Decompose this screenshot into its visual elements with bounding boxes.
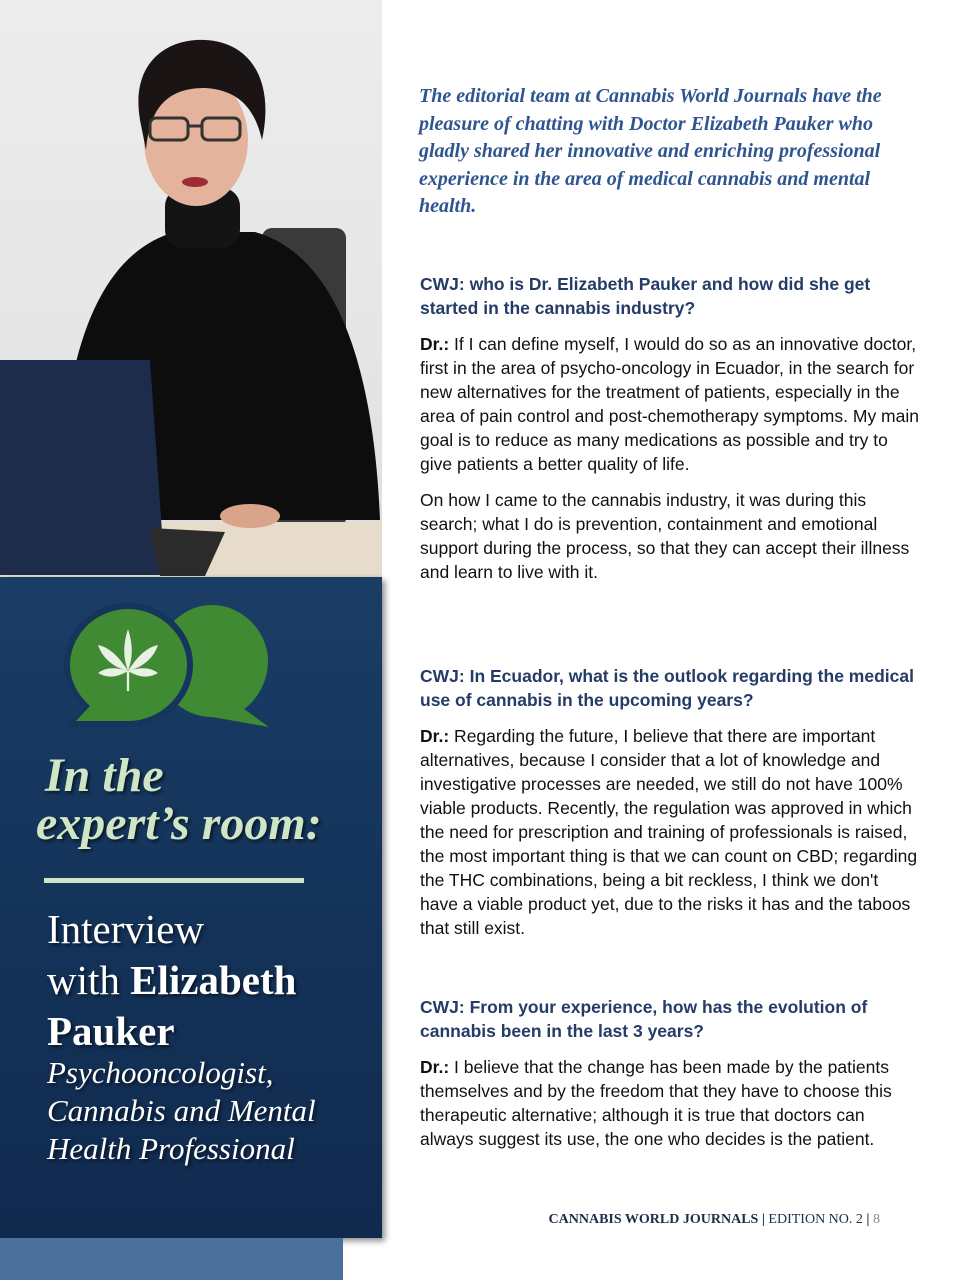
qa-block-3: [420, 995, 920, 1163]
footer-separator: |: [866, 1212, 870, 1227]
answer-label: Dr.:: [420, 726, 450, 746]
qa-block-1: [420, 272, 920, 596]
page-footer: [549, 1212, 880, 1228]
interviewee-role: Psychooncologist, Cannabis and Mental Health Professional: [47, 1055, 316, 1166]
headline-line-1: In the: [45, 749, 164, 802]
qa-block-2: [420, 664, 920, 952]
interviewee-name: Elizabeth Pauker: [47, 957, 297, 1054]
headline-divider: [44, 878, 304, 883]
answer-label: Dr.:: [420, 334, 450, 354]
section-headline: [36, 749, 376, 850]
answer-text: If I can define myself, I would do so as an innovative doctor, first in the area of psycho-oncology in Ecuador, in the search for new alternatives for the treatment of patients, especially in the area of pain control and post-chemotherapy symptoms. My main goal is to reduce as many medications as possible and try to give patients a better quality of life.: [420, 334, 919, 474]
question-2: CWJ: In Ecuador, what is the outlook regarding the medical use of cannabis in the upcoming years?: [420, 666, 914, 710]
page-number: 8: [873, 1212, 880, 1227]
answer-3: [420, 1055, 920, 1151]
question-1: CWJ: who is Dr. Elizabeth Pauker and how did she get started in the cannabis industry?: [420, 274, 871, 318]
answer-2: [420, 724, 920, 940]
portrait-illustration: [0, 0, 382, 578]
answer-text: I believe that the change has been made by the patients themselves and by the freedom that they have to choose this therapeutic alternative; although it is true that doctors can always suggest its use, the one who decides is the patient.: [420, 1057, 892, 1149]
cannabis-chat-logo-icon: [62, 603, 274, 734]
interview-prefix: Interview: [47, 906, 205, 952]
answer-text: Regarding the future, I believe that there are important alternatives, because I consider that a lot of knowledge and investigative processes are needed, we still do not have 100% viable products. Recently, the regulation was approved in which the need for prescription and training of professionals is raised, the most important thing is that we can count on CBD; regarding the THC combinations, being a bit reckless, I think we don't have a viable product yet, due to the risks it has and the taboos that still exist.: [420, 726, 918, 938]
article-intro: The editorial team at Cannabis World Journals have the pleasure of chatting with Doctor Elizabeth Pauker who gladly shared her innovative and enriching professional experience in the area of medical cannabis and mental health.: [419, 85, 882, 217]
footer-edition: EDITION NO. 2: [768, 1212, 863, 1227]
footer-separator: |: [761, 1212, 765, 1227]
doctor-photo: [0, 0, 382, 578]
footer-publication: CANNABIS WORLD JOURNALS: [548, 1212, 759, 1227]
interview-with: with: [47, 957, 131, 1003]
interview-title: [47, 904, 377, 1057]
bottom-accent-strip: [0, 1238, 343, 1280]
answer-label: Dr.:: [420, 1057, 450, 1077]
answer-1: [420, 332, 920, 476]
question-3: CWJ: From your experience, how has the evolution of cannabis been in the last 3 years?: [420, 997, 868, 1041]
answer-1-continued: On how I came to the cannabis industry, it was during this search; what I do is prevention, containment and emotional support during the process, so that they can accept their illness and learn to live with it.: [420, 490, 910, 582]
headline-line-2: expert’s room:: [36, 797, 322, 850]
